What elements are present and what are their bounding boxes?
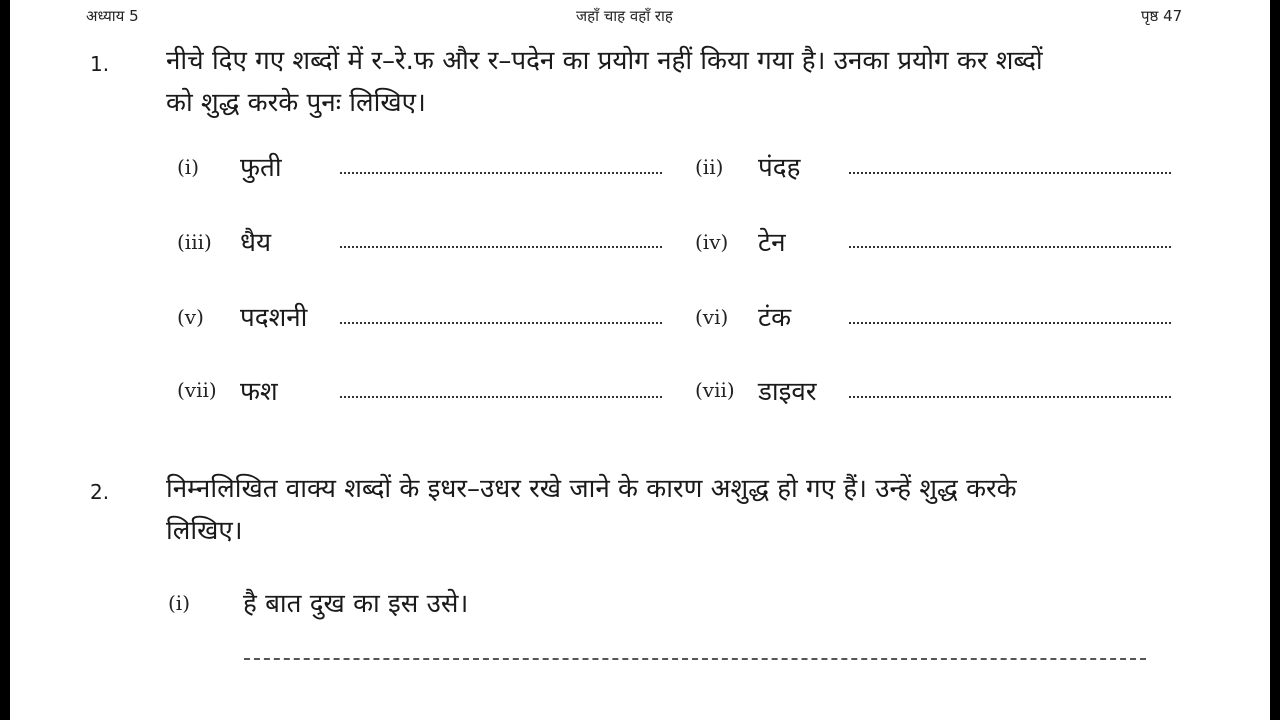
item-word: टंक <box>758 303 792 333</box>
item-number: (vii) <box>177 378 217 402</box>
page-number: पृष्ठ 47 <box>1141 7 1183 25</box>
item-word: फश <box>240 377 278 407</box>
question-number: 2. <box>90 480 110 504</box>
left-border <box>0 0 10 720</box>
page-header-title: जहाँ चाह वहाँ राह <box>576 7 673 25</box>
item-sentence: है बात दुख का इस उसे। <box>243 589 469 619</box>
answer-line[interactable] <box>340 246 662 248</box>
item-number: (iii) <box>177 230 212 254</box>
chapter-label: अध्याय 5 <box>86 7 139 25</box>
item-word: पंदह <box>758 153 801 183</box>
item-number: (vii) <box>695 378 735 402</box>
question-text <box>166 40 1196 124</box>
answer-line[interactable] <box>244 658 1146 660</box>
answer-line[interactable] <box>849 322 1171 324</box>
answer-line[interactable] <box>340 172 662 174</box>
item-word: धैय <box>240 228 272 258</box>
question-number: 1. <box>90 52 110 76</box>
question-line: को शुद्ध करके पुनः लिखिए। <box>166 88 426 118</box>
item-number: (vi) <box>695 305 729 329</box>
answer-line[interactable] <box>849 396 1171 398</box>
item-number: (v) <box>177 305 204 329</box>
answer-line[interactable] <box>340 322 662 324</box>
right-border <box>1270 0 1280 720</box>
question-line: निम्नलिखित वाक्य शब्दों के इधर–उधर रखे जाने के कारण अशुद्ध हो गए हैं। उन्हें शुद्ध करके <box>166 474 1017 504</box>
answer-line[interactable] <box>849 172 1171 174</box>
question-line: नीचे दिए गए शब्दों में र–रे.फ और र–पदेन का प्रयोग नहीं किया गया है। उनका प्रयोग कर शब्दों <box>166 46 1043 76</box>
item-number: (i) <box>168 591 191 615</box>
item-word: डाइवर <box>758 377 817 407</box>
item-word: फुती <box>240 153 282 183</box>
item-number: (i) <box>177 155 200 179</box>
answer-line[interactable] <box>340 396 662 398</box>
question-text <box>166 468 1196 552</box>
item-word: पदशनी <box>240 303 308 333</box>
answer-line[interactable] <box>849 246 1171 248</box>
item-number: (ii) <box>695 155 724 179</box>
item-number: (iv) <box>695 230 729 254</box>
question-line: लिखिए। <box>166 516 243 546</box>
item-word: टेन <box>758 228 786 258</box>
